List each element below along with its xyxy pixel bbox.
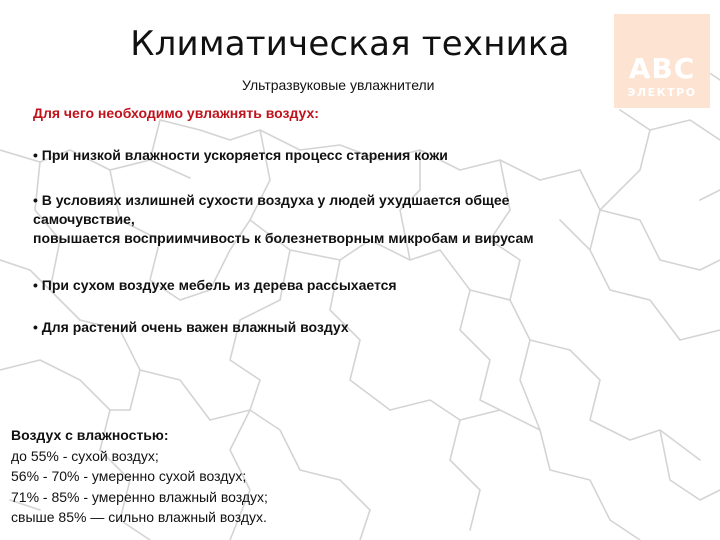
logo-main-text: ABC — [628, 52, 696, 85]
bullet-line: • В условиях излишней сухости воздуха у людей ухудшается общее — [33, 192, 510, 208]
bullet-item — [33, 318, 349, 337]
humidity-level-line: до 55% - сухой воздух; — [11, 447, 159, 464]
humidity-level-line: 71% - 85% - умеренно влажный воздух; — [11, 488, 268, 505]
abc-elektro-logo — [614, 14, 710, 108]
bullet-line: • Для растений очень важен влажный воздух — [33, 319, 349, 335]
humidity-level-line: свыше 85% — сильно влажный воздух. — [11, 509, 267, 525]
humidity-level-line: 56% - 70% - умеренно сухой воздух; — [11, 468, 247, 484]
bullet-item — [33, 276, 397, 295]
section-question: Для чего необходимо увлажнять воздух: — [33, 105, 319, 121]
bullet-item — [33, 146, 448, 165]
slide-title: Климатическая техника — [130, 24, 570, 64]
bullet-line: • При низкой влажности ускоряется процесс старения кожи — [33, 147, 448, 163]
slide-subtitle: Ультразвуковые увлажнители — [242, 77, 435, 93]
humidity-levels-block — [11, 425, 268, 528]
bullet-line: повышается восприимчивость к болезнетворным микробам и вирусам — [33, 230, 534, 246]
bullet-item — [33, 191, 613, 248]
humidity-heading: Воздух с влажностью: — [11, 427, 169, 443]
logo-sub-text: ЭЛЕКТРО — [627, 86, 697, 99]
bullet-line: • При сухом воздухе мебель из дерева рассыхается — [33, 277, 397, 293]
bullet-line: самочувствие, — [33, 211, 135, 227]
